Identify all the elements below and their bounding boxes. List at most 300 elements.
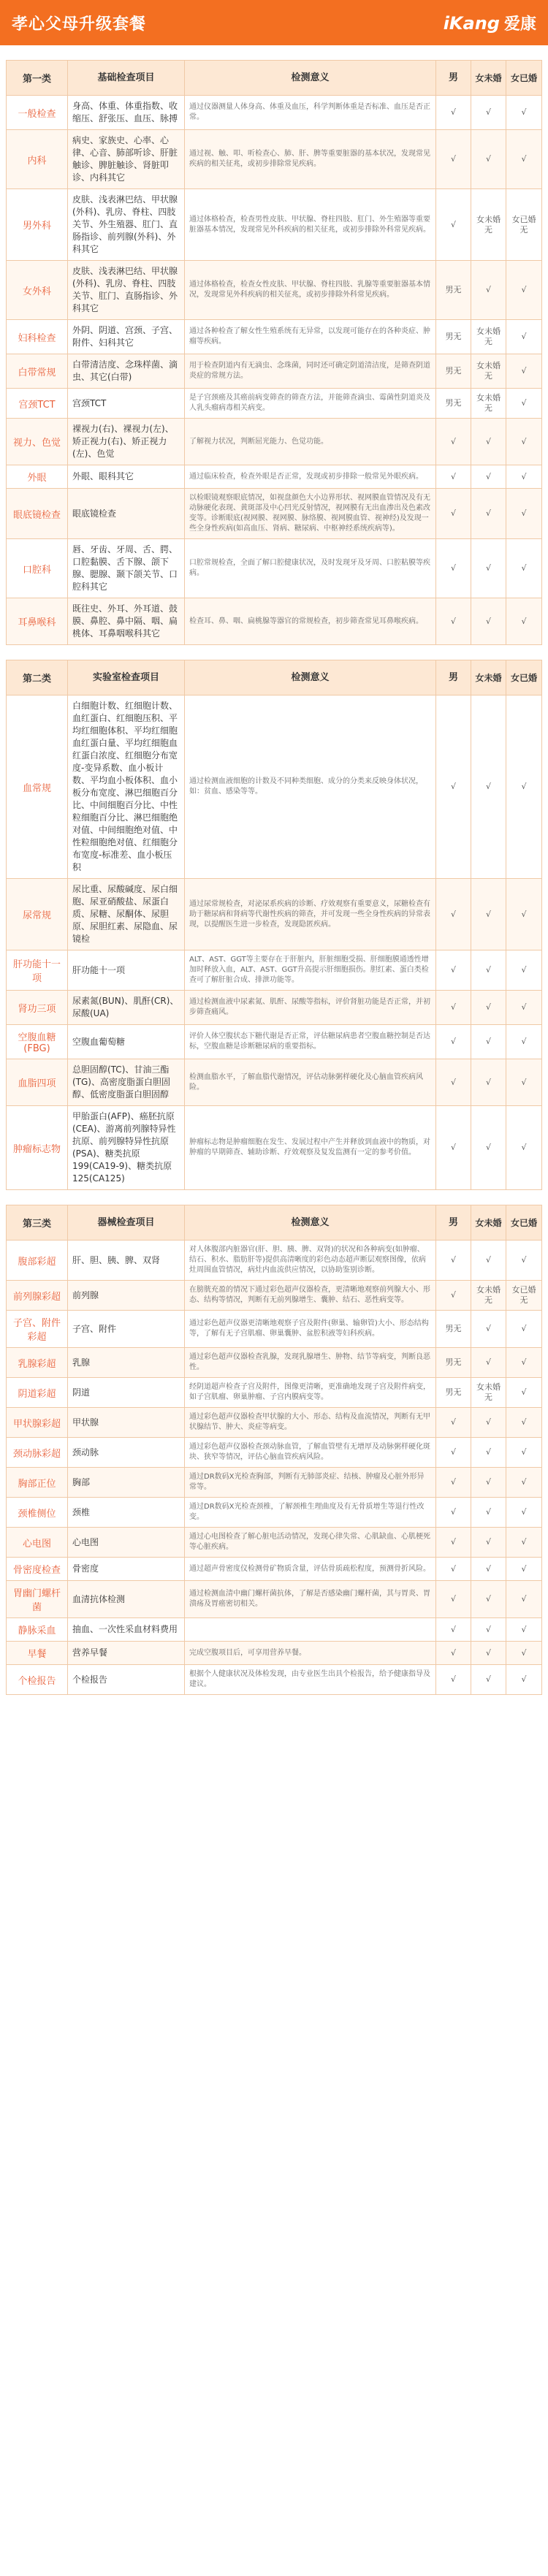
- female-single-text: √: [485, 1477, 491, 1487]
- female-married-text: √: [521, 1357, 527, 1367]
- male-text: √: [450, 616, 456, 626]
- cell-female-married: [506, 419, 541, 465]
- female-married-text: √: [521, 436, 527, 446]
- meaning-text: 检测血脂水平，了解血脂代谢情况，评估动脉粥样硬化及心脑血管疾病风险。: [189, 1072, 423, 1091]
- female-married-text: √: [521, 1537, 527, 1547]
- category-text: 阴道彩超: [18, 1388, 56, 1400]
- cell-male: [436, 1281, 471, 1310]
- meaning-text: 通过尿常规检查，对泌尿系疾病的诊断、疗效观察有重要意义，尿糖检查有助于糖尿病和肾病等代谢性疾病的筛查，并可发现一些全身性疾病的异常表现，以提醒医生进一步检查，发现隐匿疾病。: [189, 899, 430, 929]
- cell-female-single: [471, 354, 506, 388]
- female-married-text: √: [521, 1077, 527, 1087]
- cell-items: [68, 189, 185, 260]
- meaning-text: 根据个人健康状况及体检发现，由专业医生出具个检报告，给予健康指导及建议。: [189, 1670, 430, 1688]
- cell-female-single: [471, 991, 506, 1024]
- table-row: [7, 1665, 541, 1694]
- header-male: 男: [436, 61, 471, 95]
- cell-female-married: [506, 598, 541, 644]
- meaning-text: 经阴道超声检查子宫及附件，图像更清晰，更准确地发现子宫及附件病变，如子宫肌瘤、卵巢肿瘤、子宫内膜病变等。: [189, 1383, 430, 1401]
- meaning-text: 在膀胱充盈的情况下通过彩色超声仪器检查，更清晰地观察前列腺大小、形态、结构等情况，判断有无前列腺增生、囊肿、结石、恶性病变等。: [189, 1286, 430, 1304]
- cell-category: [7, 696, 68, 878]
- cell-female-married: [506, 1665, 541, 1694]
- meaning-text: ALT、AST、GGT等主要存在于肝脏内，肝脏细胞受损、肝细胞膜通透性增加时释放入血，ALT、AST、GGT升高提示肝细胞损伤。胆红素、蛋白类检查可了解肝脏合成、排泄功能等。: [189, 956, 429, 984]
- cell-meaning: [185, 1059, 436, 1105]
- cell-female-single: [471, 1106, 506, 1189]
- table-row: [7, 539, 541, 598]
- female-single-text: √: [485, 1357, 491, 1367]
- cell-items: [68, 1059, 185, 1105]
- cell-female-single: [471, 539, 506, 598]
- table-row: [7, 1438, 541, 1468]
- table-row: [7, 1528, 541, 1558]
- female-single-text: √: [485, 1143, 491, 1152]
- cell-female-married: [506, 96, 541, 129]
- items-text: 阴道: [72, 1387, 91, 1398]
- male-text: √: [450, 1674, 456, 1684]
- cell-meaning: [185, 261, 436, 319]
- female-married-text: √: [521, 1594, 527, 1604]
- cell-male: [436, 354, 471, 388]
- female-single-text: √: [485, 1447, 491, 1457]
- cell-items: [68, 950, 185, 990]
- cell-category: [7, 389, 68, 418]
- cell-items: [68, 696, 185, 878]
- female-married-text: √: [521, 1143, 527, 1152]
- items-text: 尿素氮(BUN)、肌酐(CR)、尿酸(UA): [72, 996, 179, 1018]
- cell-male: [436, 1311, 471, 1347]
- table-row: [7, 189, 541, 261]
- items-text: 身高、体重、体重指数、收缩压、舒张压、血压、脉搏: [72, 101, 178, 123]
- items-text: 血清抗体检测: [72, 1593, 126, 1604]
- cell-category: [7, 320, 68, 354]
- cell-category: [7, 419, 68, 465]
- female-married-text: √: [521, 1647, 527, 1658]
- table-row: [7, 1025, 541, 1059]
- cell-male: [436, 261, 471, 319]
- table-row: [7, 261, 541, 320]
- cell-items: [68, 879, 185, 950]
- table-row: [7, 1106, 541, 1189]
- cell-female-married: [506, 950, 541, 990]
- cell-meaning: [185, 1281, 436, 1310]
- table-row: [7, 1618, 541, 1642]
- female-single-text: √: [485, 909, 491, 919]
- cell-male: [436, 1468, 471, 1497]
- female-married-text: √: [521, 1563, 527, 1574]
- table-row: [7, 489, 541, 539]
- category-text: 胸部正位: [18, 1478, 56, 1490]
- female-married-text: √: [521, 1255, 527, 1265]
- category-text: 胃幽门螺杆菌: [12, 1588, 61, 1613]
- male-text: √: [450, 1290, 456, 1300]
- cell-female-married: [506, 1618, 541, 1641]
- male-text: 男无: [445, 1357, 462, 1367]
- meaning-text: 以检眼镜观察眼底情况，如视盘颜色大小边界形状、视网膜血管情况及有无动脉硬化表现、黄斑部及中心凹光反射情况，视网膜有无出血渗出及色素改变等。诊断眼底(视网膜、视网膜、脉络膜、视网膜血管、视神经)及发现一些全身性疾病(如高血压、肾病、糖尿病、中枢神经系统疾病等)。: [189, 494, 430, 533]
- exam-section-3: [6, 1205, 542, 1695]
- cell-category: [7, 1665, 68, 1694]
- cell-items: [68, 320, 185, 354]
- male-text: √: [450, 1563, 456, 1574]
- female-married-text: √: [521, 107, 527, 117]
- cell-female-single: [471, 1348, 506, 1377]
- female-married-text: √: [521, 1002, 527, 1012]
- cell-items: [68, 1528, 185, 1557]
- female-single-text: √: [485, 1594, 491, 1604]
- category-text: 静脉采血: [18, 1626, 56, 1636]
- cell-category: [7, 189, 68, 260]
- male-text: √: [450, 1143, 456, 1152]
- cell-male: [436, 189, 471, 260]
- cell-items: [68, 598, 185, 644]
- header-items: 实验室检查项目: [68, 660, 185, 695]
- male-text: √: [450, 1255, 456, 1265]
- female-married-text: √: [521, 616, 527, 626]
- cell-meaning: [185, 419, 436, 465]
- cell-items: [68, 1311, 185, 1347]
- female-married-text: √: [521, 1417, 527, 1427]
- cell-female-married: [506, 1106, 541, 1189]
- cell-category: [7, 1025, 68, 1059]
- cell-meaning: [185, 389, 436, 418]
- cell-female-married: [506, 320, 541, 354]
- cell-category: [7, 1498, 68, 1527]
- cell-category: [7, 1558, 68, 1580]
- cell-meaning: [185, 1311, 436, 1347]
- cell-female-single: [471, 1528, 506, 1557]
- category-text: 个检报告: [18, 1675, 56, 1687]
- table-row: [7, 1059, 541, 1106]
- meaning-text: 了解视力状况，判断屈光能力、色觉功能。: [189, 437, 328, 446]
- cell-female-single: [471, 130, 506, 188]
- cell-female-married: [506, 261, 541, 319]
- cell-items: [68, 1581, 185, 1617]
- meaning-text: 通过彩色超声仪器检查乳腺，发现乳腺增生、肿物、结节等病变，判断良恶性。: [189, 1353, 430, 1371]
- items-text: 尿比重、尿酸碱度、尿白细胞、尿亚硝酸盐、尿蛋白质、尿糖、尿酮体、尿胆原、尿胆红素、尿隐血、尿镜检: [72, 884, 178, 944]
- meaning-text: 通过体格检查，检查女性皮肤、甲状腺、脊柱四肢、乳腺等重要脏器基本情况，发现常见外科疾病的相关征兆，或初步排除外科常见疾病。: [189, 281, 430, 299]
- cell-category: [7, 1581, 68, 1617]
- meaning-text: 通过检测血清中幽门螺杆菌抗体，了解是否感染幽门螺杆菌，其与胃炎、胃溃疡及胃癌密切相关。: [189, 1590, 430, 1608]
- male-text: √: [450, 154, 456, 164]
- male-text: √: [450, 909, 456, 919]
- cell-category: [7, 991, 68, 1024]
- category-text: 耳鼻喉科: [18, 617, 56, 628]
- female-single-text: √: [485, 1077, 491, 1087]
- cell-items: [68, 1642, 185, 1664]
- cell-female-single: [471, 1665, 506, 1694]
- cell-category: [7, 1348, 68, 1377]
- items-text: 颈椎: [72, 1506, 91, 1517]
- cell-category: [7, 354, 68, 388]
- category-text: 肝功能十一项: [12, 959, 61, 984]
- category-text: 乳腺彩超: [18, 1358, 56, 1370]
- items-text: 心电图: [72, 1536, 99, 1547]
- female-married-text: √: [521, 285, 527, 294]
- header-meaning: 检测意义: [185, 61, 436, 95]
- cell-items: [68, 1558, 185, 1580]
- cell-meaning: [185, 1642, 436, 1664]
- meaning-text: 通过彩色超声仪器检查颈动脉血管，了解血管壁有无增厚及动脉粥样硬化斑块、狭窄等情况，评估心脑血管疾病风险。: [189, 1443, 430, 1461]
- table-row: [7, 598, 541, 644]
- cell-category: [7, 539, 68, 598]
- male-text: √: [450, 563, 456, 573]
- cell-category: [7, 465, 68, 488]
- category-text: 腹部彩超: [18, 1256, 56, 1268]
- cell-items: [68, 1106, 185, 1189]
- cell-meaning: [185, 539, 436, 598]
- female-married-text: √: [521, 398, 527, 408]
- table-row: [7, 1241, 541, 1281]
- items-text: 肝功能十一项: [72, 964, 126, 975]
- meaning-text: 通过DR数码X光检查胸部，判断有无肺部炎症、结核、肿瘤及心脏外形异常等。: [189, 1473, 425, 1491]
- meaning-text: 通过心电图检查了解心脏电活动情况，发现心律失常、心肌缺血、心肌梗死等心脏疾病。: [189, 1533, 430, 1551]
- cell-female-married: [506, 1281, 541, 1310]
- meaning-text: 口腔常规检查，全面了解口腔健康状况，及时发现牙及牙周、口腔粘膜等疾病。: [189, 559, 430, 577]
- cell-category: [7, 1378, 68, 1407]
- cell-male: [436, 1408, 471, 1437]
- female-single-text: √: [485, 1563, 491, 1574]
- items-text: 骨密度: [72, 1563, 99, 1574]
- table-row: [7, 1281, 541, 1311]
- male-text: 男无: [445, 366, 462, 376]
- meaning-text: 是子宫颈癌及其癌前病变筛查的筛查方法，并能筛查滴虫、霉菌性阴道炎及人乳头瘤病毒相关病变。: [189, 394, 430, 412]
- cell-female-married: [506, 389, 541, 418]
- exam-section-2: [6, 660, 542, 1190]
- cell-female-single: [471, 1498, 506, 1527]
- table-row: [7, 1468, 541, 1498]
- meaning-text: 通过各种检查了解女性生殖系统有无异常，以发现可能存在的各种炎症、肿瘤等疾病。: [189, 327, 430, 346]
- category-text: 宫颈TCT: [18, 399, 56, 411]
- cell-female-single: [471, 1438, 506, 1467]
- cell-female-married: [506, 696, 541, 878]
- cell-meaning: [185, 489, 436, 538]
- cell-female-single: [471, 598, 506, 644]
- female-single-text: √: [485, 1647, 491, 1658]
- cell-female-married: [506, 465, 541, 488]
- cell-male: [436, 539, 471, 598]
- category-text: 血脂四项: [18, 1078, 56, 1089]
- items-text: 裸视力(右)、裸视力(左)、矫正视力(右)、矫正视力(左)、色觉: [72, 424, 174, 459]
- cell-male: [436, 96, 471, 129]
- cell-meaning: [185, 1468, 436, 1497]
- cell-items: [68, 991, 185, 1024]
- cell-female-married: [506, 489, 541, 538]
- table-row: [7, 879, 541, 950]
- cell-female-single: [471, 1558, 506, 1580]
- cell-category: [7, 1642, 68, 1664]
- cell-category: [7, 1618, 68, 1641]
- female-single-text: 女未婚无: [476, 393, 501, 413]
- header-items: 器械检查项目: [68, 1205, 185, 1240]
- female-single-text: 女未婚无: [476, 361, 501, 381]
- table-row: [7, 991, 541, 1025]
- female-married-text: √: [521, 366, 527, 376]
- female-married-text: √: [521, 471, 527, 481]
- table-row: [7, 130, 541, 189]
- category-text: 前列腺彩超: [12, 1291, 61, 1303]
- cell-female-single: [471, 1241, 506, 1280]
- male-text: √: [450, 1647, 456, 1658]
- cell-female-single: [471, 1468, 506, 1497]
- cell-female-single: [471, 950, 506, 990]
- female-single-text: √: [485, 1417, 491, 1427]
- category-text: 女外科: [22, 286, 51, 297]
- cell-items: [68, 1281, 185, 1310]
- category-text: 甲状腺彩超: [12, 1418, 61, 1430]
- female-married-text: √: [521, 563, 527, 573]
- category-text: 白带常规: [18, 367, 56, 378]
- female-single-text: √: [485, 471, 491, 481]
- meaning-text: 通过超声骨密度仪检测骨矿物质含量，评估骨质疏松程度，预测骨折风险。: [189, 1564, 430, 1573]
- cell-female-single: [471, 465, 506, 488]
- male-text: √: [450, 107, 456, 117]
- cell-category: [7, 1311, 68, 1347]
- cell-items: [68, 1241, 185, 1280]
- cell-female-single: [471, 1618, 506, 1641]
- cell-female-single: [471, 1581, 506, 1617]
- cell-meaning: [185, 189, 436, 260]
- male-text: 男无: [445, 1324, 462, 1333]
- cell-female-married: [506, 1468, 541, 1497]
- items-text: 既往史、外耳、外耳道、鼓膜、鼻腔、鼻中隔、咽、扁桃体、耳鼻咽喉科其它: [72, 603, 178, 639]
- items-text: 唇、牙齿、牙周、舌、腭、口腔黏膜、舌下腺、颌下腺、腮腺、颞下颌关节、口腔科其它: [72, 544, 178, 592]
- female-single-text: √: [485, 1002, 491, 1012]
- female-married-text: √: [521, 1324, 527, 1333]
- cell-female-married: [506, 991, 541, 1024]
- table-row: [7, 465, 541, 489]
- cell-meaning: [185, 1618, 436, 1641]
- meaning-text: 通过彩色超声仪器检查甲状腺的大小、形态、结构及血流情况，判断有无甲状腺结节、肿大、炎症等病变。: [189, 1413, 430, 1431]
- cell-male: [436, 991, 471, 1024]
- cell-meaning: [185, 1025, 436, 1059]
- female-married-text: √: [521, 1037, 527, 1046]
- cell-items: [68, 96, 185, 129]
- items-text: 颈动脉: [72, 1447, 99, 1457]
- cell-male: [436, 1059, 471, 1105]
- items-text: 皮肤、浅表淋巴结、甲状腺(外科)、乳房、脊柱、四肢关节、肛门、直肠指诊、外科其它: [72, 266, 178, 313]
- cell-items: [68, 1025, 185, 1059]
- cell-category: [7, 261, 68, 319]
- cell-female-single: [471, 189, 506, 260]
- section-header-row: [7, 61, 541, 96]
- female-married-text: √: [521, 1624, 527, 1634]
- cell-items: [68, 389, 185, 418]
- items-text: 宫颈TCT: [72, 397, 107, 408]
- cell-category: [7, 96, 68, 129]
- cell-male: [436, 1106, 471, 1189]
- female-single-text: √: [485, 1324, 491, 1333]
- cell-category: [7, 1468, 68, 1497]
- header-female-married: 女已婚: [510, 1217, 537, 1228]
- cell-male: [436, 598, 471, 644]
- cell-meaning: [185, 320, 436, 354]
- table-row: [7, 1498, 541, 1528]
- meaning-text: 通过检测血液中尿素氮、肌酐、尿酸等指标，评价肾脏功能是否正常，并初步筛查痛风。: [189, 998, 430, 1016]
- cell-male: [436, 1581, 471, 1617]
- cell-female-single: [471, 879, 506, 950]
- page-title: 孝心父母升级套餐: [12, 15, 147, 34]
- male-text: √: [450, 1002, 456, 1012]
- meaning-text: 评价人体空腹状态下糖代谢是否正常，评估糖尿病患者空腹血糖控制是否达标，空腹血糖是诊断糖尿病的重要指标。: [189, 1032, 430, 1051]
- header-female-single: 女未婚: [471, 1205, 506, 1240]
- category-text: 肾功三项: [18, 1003, 56, 1015]
- cell-category: [7, 1438, 68, 1467]
- cell-female-single: [471, 489, 506, 538]
- items-text: 外眼、眼科其它: [72, 471, 134, 481]
- cell-female-married: [506, 1241, 541, 1280]
- female-single-text: √: [485, 1037, 491, 1046]
- female-single-text: √: [485, 616, 491, 626]
- meaning-text: 通过临床检查，检查外眼是否正常，发现或初步排除一般常见外眼疾病。: [189, 472, 423, 481]
- items-text: 白带清洁度、念珠样菌、滴虫、其它(白带): [72, 359, 178, 382]
- cell-male: [436, 950, 471, 990]
- cell-items: [68, 1348, 185, 1377]
- meaning-text: 通过彩色超声仪器更清晰地观察子宫及附件(卵巢、输卵管)大小、形态结构等，了解有无子宫肌瘤、卵巢囊肿、盆腔积液等妇科疾病。: [189, 1319, 429, 1338]
- cell-meaning: [185, 465, 436, 488]
- cell-category: [7, 1241, 68, 1280]
- category-text: 空腹血糖(FBG): [18, 1032, 56, 1054]
- cell-meaning: [185, 130, 436, 188]
- cell-items: [68, 1498, 185, 1527]
- cell-meaning: [185, 1528, 436, 1557]
- female-married-text: √: [521, 154, 527, 164]
- brand-cn: 爱康: [503, 15, 536, 34]
- cell-items: [68, 130, 185, 188]
- cell-female-single: [471, 1281, 506, 1310]
- female-single-text: √: [485, 1255, 491, 1265]
- items-text: 抽血、一次性采血材料费用: [72, 1624, 178, 1634]
- female-single-text: √: [485, 154, 491, 164]
- female-married-text: √: [521, 1477, 527, 1487]
- table-row: [7, 1378, 541, 1408]
- cell-items: [68, 419, 185, 465]
- items-text: 外阴、阴道、宫颈、子宫、附件、妇科其它: [72, 325, 178, 348]
- items-text: 总胆固醇(TC)、甘油三酯(TG)、高密度脂蛋白胆固醇、低密度脂蛋白胆固醇: [72, 1064, 170, 1100]
- cell-male: [436, 320, 471, 354]
- cell-female-single: [471, 96, 506, 129]
- male-text: √: [450, 1077, 456, 1087]
- female-single-text: √: [485, 1537, 491, 1547]
- cell-category: [7, 1408, 68, 1437]
- female-married-text: √: [521, 1674, 527, 1684]
- page-header: [0, 0, 548, 45]
- table-row: [7, 419, 541, 465]
- cell-items: [68, 1618, 185, 1641]
- category-text: 内科: [27, 155, 47, 167]
- cell-male: [436, 1348, 471, 1377]
- female-single-text: √: [485, 782, 491, 791]
- table-row: [7, 1348, 541, 1378]
- cell-male: [436, 1498, 471, 1527]
- cell-items: [68, 1438, 185, 1467]
- cell-female-married: [506, 1581, 541, 1617]
- female-single-text: 女未婚无: [476, 214, 501, 235]
- cell-category: [7, 130, 68, 188]
- female-married-text: √: [521, 332, 527, 341]
- cell-meaning: [185, 1558, 436, 1580]
- cell-female-married: [506, 879, 541, 950]
- table-row: [7, 320, 541, 354]
- items-text: 个检报告: [72, 1674, 108, 1685]
- female-single-text: √: [485, 508, 491, 518]
- cell-male: [436, 465, 471, 488]
- cell-category: [7, 1281, 68, 1310]
- cell-female-married: [506, 189, 541, 260]
- male-text: √: [450, 471, 456, 481]
- female-married-text: √: [521, 782, 527, 791]
- male-text: √: [450, 1507, 456, 1517]
- section-header-row: [7, 1205, 541, 1241]
- cell-female-married: [506, 1025, 541, 1059]
- items-text: 皮肤、浅表淋巴结、甲状腺(外科)、乳房、脊柱、四肢关节、外生殖器、肛门、直肠指诊、前列腺(外科)、外科其它: [72, 194, 178, 254]
